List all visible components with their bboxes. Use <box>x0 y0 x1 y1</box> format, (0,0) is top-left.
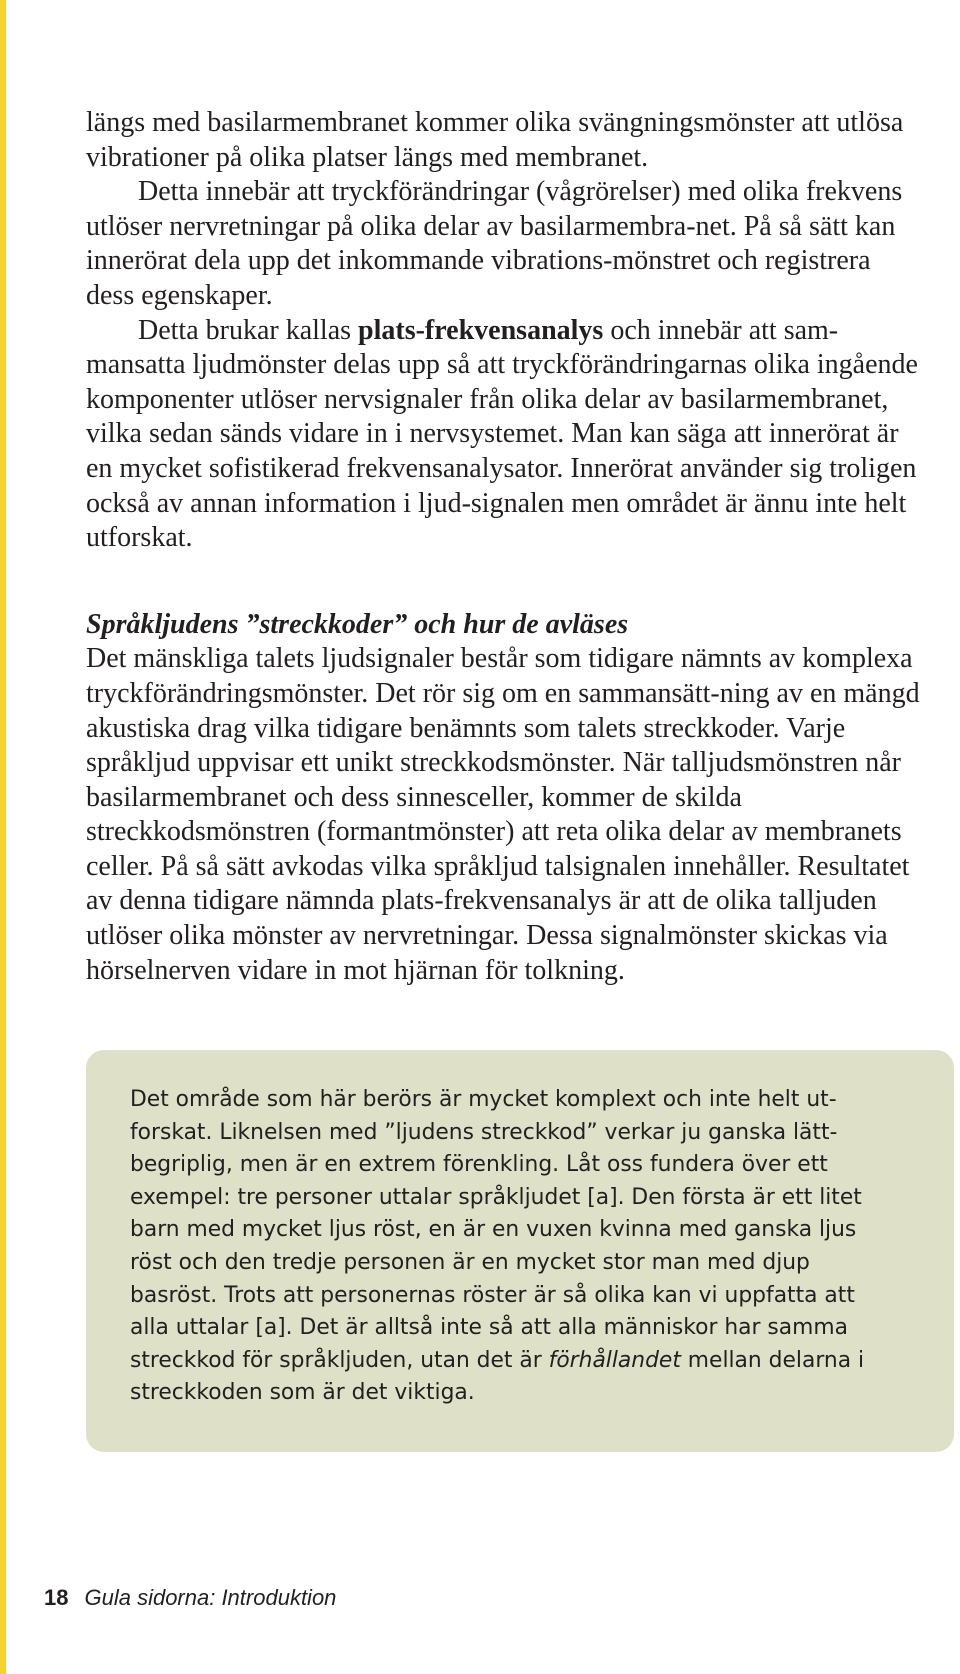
page-edge-stripe <box>0 0 6 1674</box>
emphasized-word: förhållandet <box>548 1347 681 1373</box>
page-footer <box>44 1585 336 1611</box>
paragraph-place-frequency <box>86 314 921 556</box>
paragraph-frequency: Detta innebär att tryckförändringar (vågrörelser) med olika frekvens utlöser nervretningar på olika delar av basilarmembra-net. På så sätt kan innerörat dela upp det inkommande vibrations-mönstret och registrera dess egenskaper. <box>86 176 903 311</box>
info-text: Det område som här berörs är mycket komplext och inte helt ut-forskat. Liknelsen med ”ljudens streckkod” verkar ju ganska lätt-begriplig, men är en extrem förenkling. Låt oss fundera över ett exempel: tre personer uttalar språkljudet [a]. Den första är ett litet barn med mycket ljus röst, en är en vuxen kvinna med ganska ljus röst och den tredje personen är en mycket stor man med djup basröst. Trots att personernas röster är så olika kan vi uppfatta att alla uttalar [a]. Det är alltså inte så att alla människor har samma streckkod för språkljuden, utan det är <box>130 1087 862 1373</box>
paragraph-text: och innebär att sam-mansatta ljudmönster delas upp så att tryckförändringarnas olika ingående komponenter utlöser nervsignaler från olika delar av basilarmembranet, vilka sedan sänds vidare in i nervsystemet. Man kan säga att innerörat är en mycket sofistikerad frekvensanalysator. Innerörat använder sig troligen också av annan information i ljud-signalen men området är ännu inte helt utforskat. <box>86 314 918 554</box>
paragraph-continuation: längs med basilarmembranet kommer olika svängningsmönster att utlösa vibrationer på olika platser längs med membranet. <box>86 107 904 173</box>
main-text <box>86 106 921 988</box>
section-heading: Språkljudens ”streckkoder” och hur de avläses <box>86 608 629 640</box>
paragraph-barcodes: Det mänskliga talets ljudsignaler består som tidigare nämnts av komplexa tryckförändringsmönster. Det rör sig om en sammansätt-ning av en mängd akustiska drag vilka tidigare benämnts som talets streckkoder. Varje språkljud uppvisar ett unikt streckkodsmönster. När talljudsmönstren når basilarmembranet och dess sinnesceller, kommer de skilda streckkodsmönstren (formantmönster) att reta olika delar av membranets celler. På så sätt avkodas vilka språkljud talsignalen innehåller. Resultatet av denna tidigare nämnda plats-frekvensanalys är att de olika talljuden utlöser olika mönster av nervretningar. Dessa signalmönster skickas via hörselnerven vidare in mot hjärnan för tolkning. <box>86 643 920 986</box>
info-box <box>86 1050 954 1452</box>
running-title: Gula sidorna: Introduktion <box>84 1585 337 1610</box>
key-term: plats-frekvensanalys <box>358 314 604 346</box>
info-box-text <box>130 1084 900 1410</box>
page-number: 18 <box>44 1585 69 1610</box>
info-text: mellan delarna i streckkoden som är det viktiga. <box>130 1347 865 1406</box>
paragraph-text: Detta brukar kallas <box>138 314 359 346</box>
